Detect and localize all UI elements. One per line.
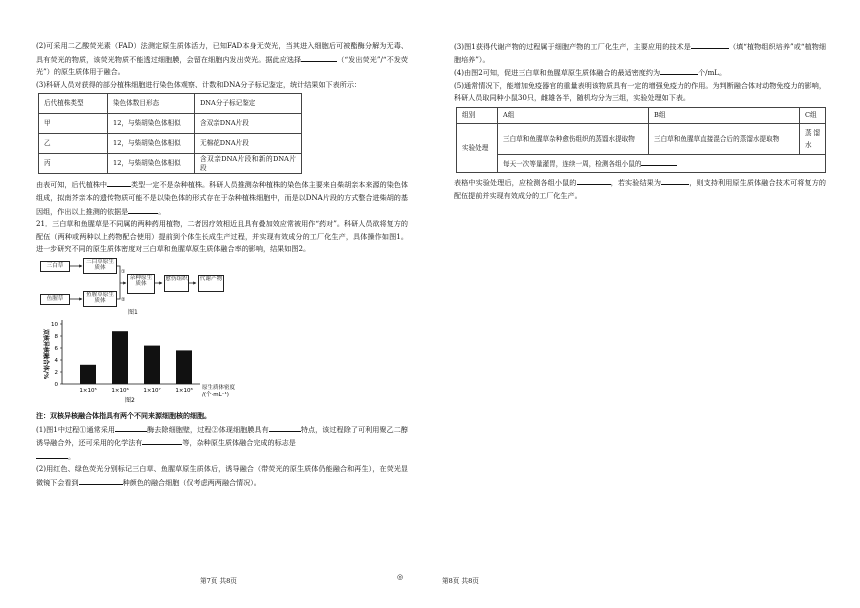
q2-text-end: （“发出荧光”/“不发荧光”）的原生质体用于融合。 [36, 54, 408, 77]
table-cell: 实验处理 [457, 123, 498, 172]
table-cell: 三白草和鱼腥草杂种愈伤组织的蒸馏水提取物 [498, 123, 649, 154]
experiment-table [456, 107, 826, 173]
answer-blank[interactable] [661, 176, 689, 185]
sub-question-1 [36, 423, 408, 464]
table-row [457, 123, 826, 154]
flow-box-sanbaicao-protoplast: 三白草原生质体 [83, 258, 117, 274]
table-header: C组 [800, 107, 826, 123]
q1-text: (1)图1中过程①通常采用 [36, 424, 116, 434]
q2-text: (2)可采用二乙酸荧光素（FAD）法测定原生质体活力，已知FAD本身无荧光，当其进入细胞后可被酯酶分解为无毒、具有荧光的物质，该荧光物质不能透过细胞膜，会留在细胞内发出荧光。据此应选择 [36, 41, 408, 64]
answer-blank[interactable] [128, 205, 158, 214]
table-header: 组别 [457, 107, 498, 123]
flow-box-metabolite: 代谢产物 [198, 275, 224, 292]
table-header: B组 [649, 107, 800, 123]
figure-2-chart [36, 316, 408, 408]
question-21-paragraph: 21．三白草和鱼腥草是不同属的两种药用植物，二者因疗效相近且具有叠加效应常被用作“药对”。科研人员欲将复方的配伍（两种或两种以上药物配合使用）提前到个体生长成生产过程，并实现有效成分的工厂化生产，具体操作如图1。进一步研究不同的原生质体密度对三白草和鱼腥草原生质体融合率的影响，结果如图2。 [36, 219, 408, 254]
y-tick-label: 2 [54, 369, 58, 376]
answer-blank[interactable] [107, 178, 131, 187]
table-followup [454, 176, 826, 202]
bar [176, 350, 192, 384]
left-column [36, 40, 408, 490]
bar [80, 365, 96, 384]
sub-question-3 [454, 40, 826, 66]
q2b-text-end: 种颜色的融合细胞（仅考虑两两融合情况）。 [122, 477, 261, 487]
table-cell [498, 154, 826, 172]
q1-text-end: 。 [68, 451, 76, 461]
x-axis-label-unit: /(个·mL⁻¹) [202, 391, 229, 398]
x-tick-label: 1×10⁸ [175, 387, 193, 394]
table-header: A组 [498, 107, 649, 123]
followup-text-end: ，则支持利用原生质体融合技术可将复方的配伍提前并实现有效成分的工厂化生产。 [454, 177, 827, 200]
x-tick-label: 1×10⁶ [111, 387, 129, 394]
q4-text: (4)由图2可知，促进三白草和鱼腥草原生质体融合的最适密度约为 [454, 68, 661, 78]
x-tick-label: 1×10⁷ [143, 387, 161, 394]
table-row [39, 154, 302, 174]
flow-box-yuxingcao: 鱼腥草 [40, 294, 70, 305]
table-header: 染色体数目形态 [108, 94, 195, 114]
table-cell: 三白草和鱼腥草直接混合后的蒸馏水提取物 [649, 123, 800, 154]
followup-text: 表格中实验处理后，应检测各组小鼠的 [454, 177, 577, 187]
bar [112, 331, 128, 384]
right-column [454, 40, 826, 202]
y-axis-label: 双核异核融合体/% [42, 328, 49, 380]
analysis-text-end: 。 [158, 206, 166, 216]
sub-question-2 [36, 463, 408, 489]
q1-text-3: 特点，该过程除了可利用聚乙二醇诱导融合外，还可采用的化学法有 [36, 424, 409, 448]
sub-question-4 [454, 66, 826, 80]
table-cell: 12，与柴胡染色体相似 [108, 134, 195, 154]
question-3-paragraph: (3)科研人员对获得的部分植株细胞进行染色体观察、计数和DNA分子标记鉴定，统计结果如下表所示： [36, 79, 361, 89]
table-cell: 12，与柴胡染色体相似 [108, 154, 195, 174]
table-analysis-paragraph [36, 178, 408, 218]
bar-chart-svg [36, 316, 236, 408]
table-row [457, 107, 826, 123]
table-cell: 丙 [39, 154, 108, 174]
y-tick-label: 6 [54, 345, 58, 352]
y-tick-label: 0 [54, 381, 58, 388]
step-2-label: ② [121, 296, 126, 303]
table-cell: 含双亲DNA片段和新的DNA片段 [195, 154, 302, 174]
table-header: DNA分子标记鉴定 [195, 94, 302, 114]
step-1-label: ① [121, 268, 126, 275]
answer-blank[interactable] [142, 436, 182, 445]
figure-1-flowchart [36, 256, 408, 316]
q2b-text: (2)用红色、绿色荧光分别标记三白草、鱼腥草原生质体后，诱导融合（带荧光的原生质体仍能融合和再生），在荧光显微镜下会看到 [36, 464, 408, 487]
y-tick-label: 8 [54, 333, 58, 340]
answer-blank[interactable] [577, 176, 611, 185]
answer-blank[interactable] [691, 40, 729, 49]
answer-blank[interactable] [641, 157, 677, 166]
q1-text-2: 酶去除细胞壁，过程②体现细胞膜具有 [147, 424, 269, 434]
page-footer-right: 第8页 共8页 [442, 577, 479, 585]
x-tick-label: 1×10⁵ [79, 387, 97, 394]
answer-blank[interactable] [301, 53, 337, 62]
table-cell: 蒸馏水 [800, 123, 826, 154]
page-8 [430, 0, 860, 608]
y-tick-label: 4 [54, 357, 58, 364]
table-row [39, 134, 302, 154]
y-tick-label: 10 [51, 321, 58, 328]
sub-question-5: (5)通常情况下，能增加免疫器官的重量表明该物质具有一定的增强免疫力的作用。为判断融合体对动物免疫力的影响，科研人员取同种小鼠30只，雌雄各半，随机均分为三组，实验处理如下表。 [454, 80, 826, 103]
flow-box-yuxingcao-protoplast: 鱼腥草原生质体 [83, 291, 117, 307]
table-cell-text: 每天一次等量灌胃，连续一周，检测各组小鼠的 [503, 159, 642, 168]
followup-text-2: ，若实验结果为 [610, 177, 662, 187]
answer-blank[interactable] [660, 66, 698, 75]
analysis-text-2: 类型一定不是杂种植株。科研人员推测杂种植株的染色体主要来自柴胡亲本来源的染色体组成，拟南芥亲本的遗传物质可能不是以染色体的形式存在于杂种植株细胞中，而是以DNA片段的方式整合进柴胡的基因组，作出以上推测的依据是 [36, 180, 409, 216]
page-footer-left: 第7页 共8页 [200, 577, 237, 585]
table-row [457, 154, 826, 172]
q1-text-4: 等，杂种原生质体融合完成的标志是 [182, 438, 296, 448]
figure-1-caption: 图1 [128, 308, 138, 316]
answer-blank[interactable] [115, 423, 147, 432]
table-header: 后代植株类型 [39, 94, 108, 114]
q3-text-end: （填“植物组织培养”或“植物细胞培养”）。 [454, 42, 826, 64]
table-cell: 12，与柴胡染色体相似 [108, 114, 195, 134]
figure-note: 注：双核异核融合体指具有两个不同来源细胞核的细胞。 [36, 411, 211, 420]
answer-blank[interactable] [36, 450, 68, 459]
q4-text-end: 个/mL。 [698, 68, 727, 78]
table-cell: 无棉花DNA片段 [195, 134, 302, 154]
table-cell: 含双亲DNA片段 [195, 114, 302, 134]
table-cell: 甲 [39, 114, 108, 134]
flow-box-callus: 愈伤组织 [164, 275, 189, 292]
analysis-text: 由表可知，后代植株中 [36, 180, 108, 190]
flow-box-sanbaicao: 三白草 [40, 261, 70, 272]
result-table [38, 93, 302, 174]
binding-mark-icon: ◎ [397, 573, 404, 581]
table-row [39, 114, 302, 134]
x-axis-label: 原生质体密度 [202, 384, 236, 391]
bar [144, 346, 160, 384]
q3-text: (3)图1获得代谢产物的过程属于细胞产物的工厂化生产，主要应用的技术是 [454, 42, 691, 51]
table-cell: 乙 [39, 134, 108, 154]
figure-2-caption: 图2 [125, 396, 135, 404]
question-2-paragraph [36, 40, 408, 79]
answer-blank[interactable] [269, 423, 301, 432]
answer-blank[interactable] [79, 476, 123, 485]
flow-box-hybrid-protoplast: 杂种原生质体 [127, 274, 155, 294]
